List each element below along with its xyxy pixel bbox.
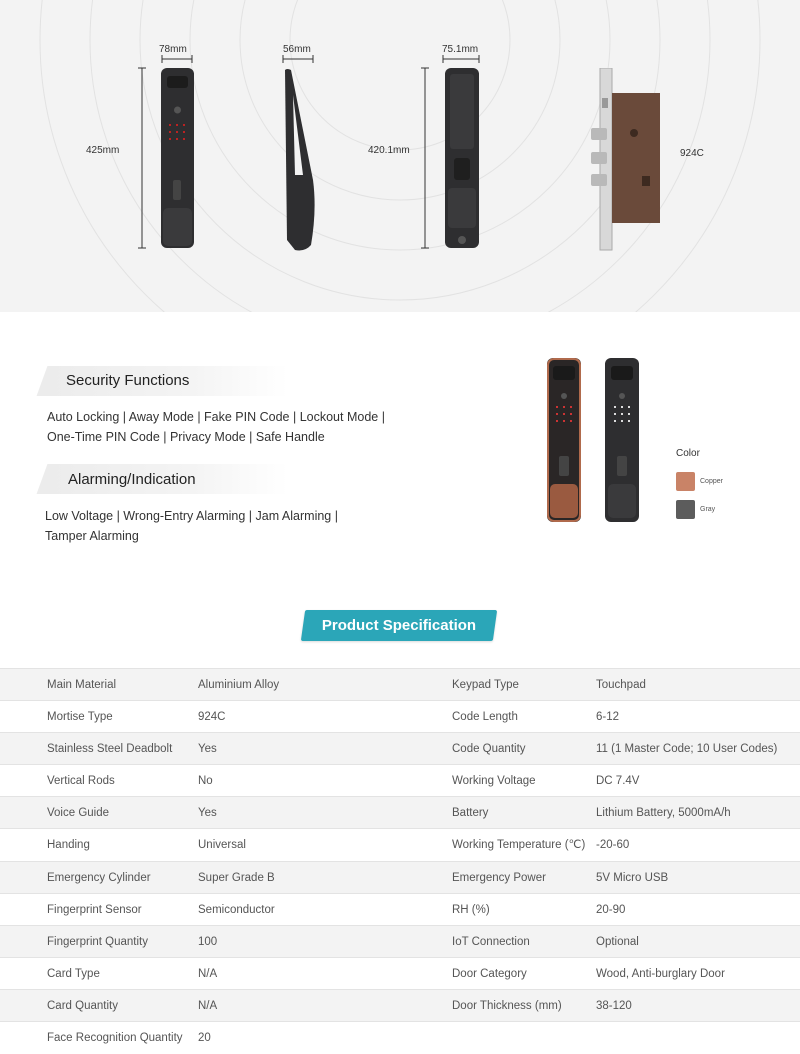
- security-line-2: One-Time PIN Code | Privacy Mode | Safe Handle: [47, 430, 325, 444]
- back-height-label: 420.1mm: [368, 145, 410, 156]
- spec-value: 100: [198, 935, 218, 948]
- mortise-lock-image: [590, 68, 670, 258]
- spec-key: Fingerprint Sensor: [47, 903, 142, 916]
- spec-key: Keypad Type: [452, 679, 519, 691]
- spec-key: Mortise Type: [47, 711, 113, 724]
- table-row: [0, 957, 800, 989]
- table-row: [0, 732, 800, 764]
- copper-swatch: [676, 472, 695, 491]
- spec-key: Emergency Cylinder: [47, 871, 151, 884]
- spec-value: 20-90: [596, 903, 626, 916]
- spec-key: Door Thickness (mm): [452, 999, 562, 1012]
- front-lock-image: [130, 40, 205, 255]
- spec-key: Face Recognition Quantity: [47, 1032, 183, 1045]
- spec-value: 5V Micro USB: [596, 871, 669, 884]
- spec-key: Code Quantity: [452, 743, 526, 756]
- side-lock-image: [275, 40, 325, 255]
- spec-key: Handing: [47, 839, 90, 852]
- copper-label: Copper: [700, 478, 723, 485]
- spec-value: Semiconductor: [198, 903, 275, 916]
- table-row: [0, 668, 800, 700]
- spec-key: Card Quantity: [47, 999, 118, 1012]
- spec-value: Lithium Battery, 5000mA/h: [596, 807, 731, 820]
- back-lock-image: [415, 40, 485, 255]
- spec-key: Battery: [452, 807, 489, 820]
- table-row: [0, 796, 800, 828]
- spec-key: Vertical Rods: [47, 775, 115, 788]
- spec-key: Working Temperature (℃): [452, 839, 586, 852]
- spec-value: Yes: [198, 743, 217, 756]
- spec-value: Touchpad: [596, 679, 646, 691]
- spec-key: Fingerprint Quantity: [47, 935, 148, 948]
- spec-key: Stainless Steel Deadbolt: [47, 743, 173, 756]
- spec-key: Emergency Power: [452, 871, 546, 884]
- spec-value: No: [198, 775, 213, 788]
- product-specification-title: Product Specification: [321, 617, 477, 634]
- table-row: [0, 861, 800, 893]
- side-depth-label: 56mm: [283, 44, 311, 55]
- table-row: [0, 925, 800, 957]
- spec-value: -20-60: [596, 839, 630, 852]
- table-row: [0, 700, 800, 732]
- spec-key: IoT Connection: [452, 935, 530, 948]
- dimensions-section: [0, 0, 800, 312]
- spec-value: Aluminium Alloy: [198, 679, 280, 691]
- front-width-label: 78mm: [159, 44, 187, 55]
- table-row: [0, 1021, 800, 1053]
- spec-value: Universal: [198, 839, 246, 852]
- spec-value: Optional: [596, 935, 639, 948]
- security-functions-title: Security Functions: [66, 372, 190, 389]
- spec-value: Yes: [198, 807, 217, 820]
- spec-value: Wood, Anti-burglary Door: [596, 967, 725, 980]
- copper-lock-image: [545, 356, 585, 526]
- spec-value: 924C: [198, 711, 226, 724]
- spec-value: 38-120: [596, 999, 632, 1012]
- front-height-label: 425mm: [86, 145, 120, 156]
- table-row: [0, 989, 800, 1021]
- table-row: [0, 828, 800, 860]
- table-row: [0, 764, 800, 796]
- spec-key: Voice Guide: [47, 807, 110, 820]
- spec-value: N/A: [198, 999, 218, 1012]
- gray-lock-image: [603, 356, 643, 526]
- alarming-indication-title: Alarming/Indication: [68, 471, 196, 488]
- spec-table: [0, 668, 800, 1053]
- spec-value: 11 (1 Master Code; 10 User Codes): [596, 743, 778, 756]
- alarm-line-2: Tamper Alarming: [45, 529, 139, 543]
- spec-value: Super Grade B: [198, 871, 275, 884]
- security-line-1: Auto Locking | Away Mode | Fake PIN Code | Lockout Mode |: [47, 410, 385, 424]
- spec-value: N/A: [198, 967, 218, 980]
- spec-key: Code Length: [452, 711, 518, 724]
- spec-key: Door Category: [452, 967, 527, 980]
- back-width-label: 75.1mm: [442, 44, 479, 55]
- spec-key: RH (%): [452, 903, 490, 916]
- gray-swatch: [676, 500, 695, 519]
- spec-value: 20: [198, 1032, 211, 1045]
- spec-value: DC 7.4V: [596, 775, 640, 788]
- color-title: Color: [676, 448, 700, 459]
- table-row: [0, 893, 800, 925]
- gray-label: Gray: [700, 506, 716, 513]
- spec-key: Working Voltage: [452, 775, 536, 788]
- spec-key: Card Type: [47, 967, 100, 980]
- mortise-model-label: 924C: [680, 148, 704, 159]
- spec-key: Main Material: [47, 679, 117, 691]
- spec-value: 6-12: [596, 711, 620, 724]
- alarm-line-1: Low Voltage | Wrong-Entry Alarming | Jam Alarming |: [45, 509, 338, 523]
